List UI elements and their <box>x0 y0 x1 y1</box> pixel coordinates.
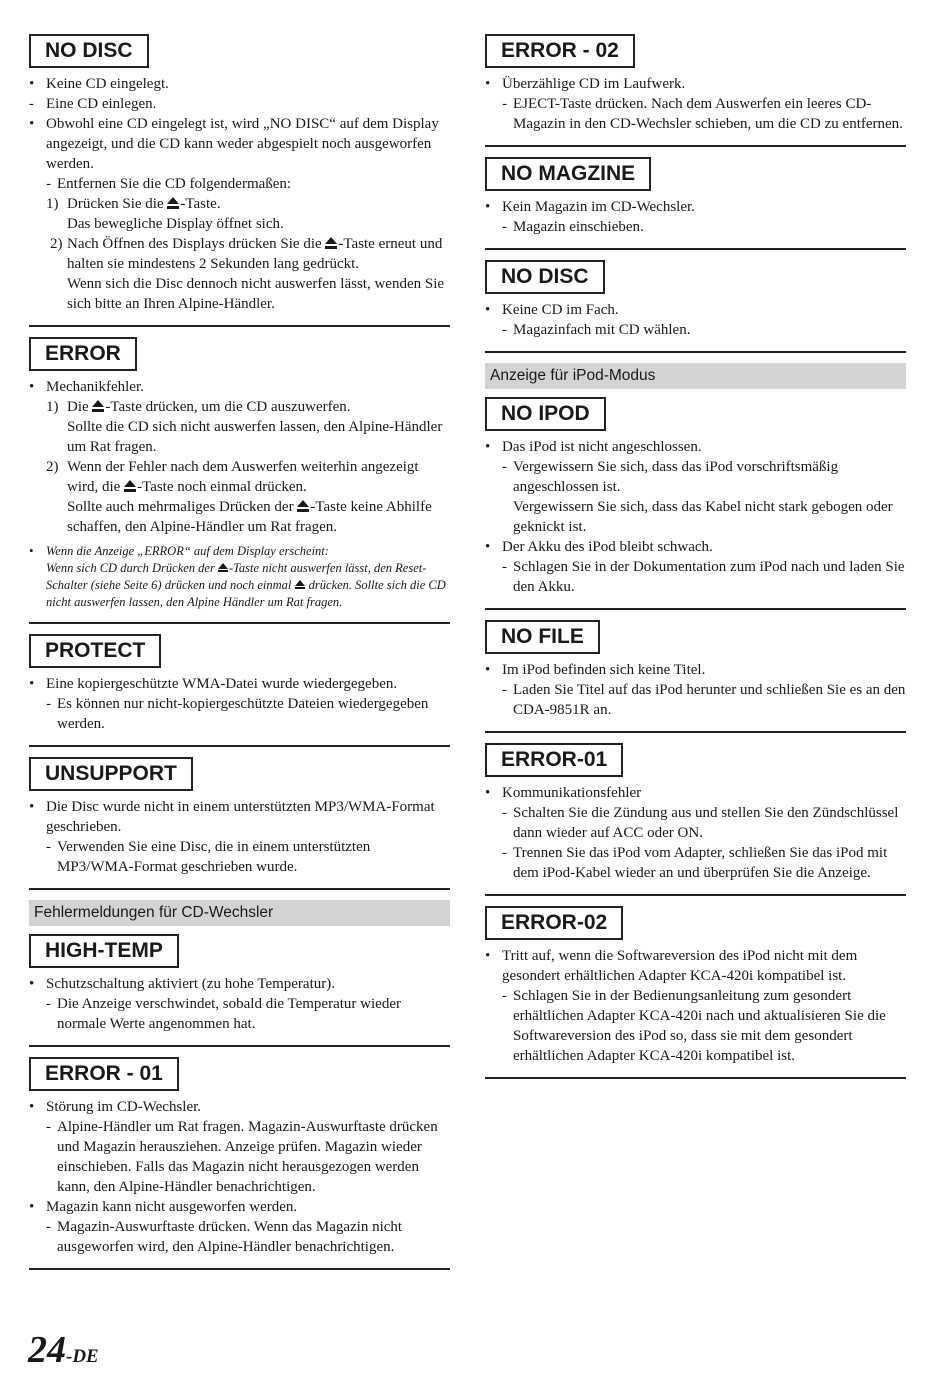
step-number: 1) <box>46 399 59 415</box>
error-code: NO MAGZINE <box>485 157 651 191</box>
dash-text: - Magazin einschieben. <box>485 217 906 237</box>
step-1 <box>29 397 450 417</box>
bullet-text: • Überzählige CD im Laufwerk. <box>485 74 906 94</box>
entry-no-disc <box>29 34 450 327</box>
page-number-value: 24 <box>28 1329 66 1371</box>
dash-text: - Laden Sie Titel auf das iPod herunter und schließen Sie es an den CDA-9851R an. <box>485 680 906 720</box>
dash-text: - Trennen Sie das iPod vom Adapter, schließen Sie das iPod mit dem iPod-Kabel wieder an und überprüfen Sie die Anzeige. <box>485 843 906 883</box>
bullet-text: • Kein Magazin im CD-Wechsler. <box>485 197 906 217</box>
step-text: Sollte die CD sich nicht auswerfen lassen, den Alpine-Händler um Rat fragen. <box>67 419 443 455</box>
dash-text: - Vergewissern Sie sich, dass das iPod vorschriftsmäßig angeschlossen ist. <box>485 457 906 497</box>
error-code: NO DISC <box>485 260 605 294</box>
step-text: Wenn der Fehler nach dem Auswerfen weiterhin angezeigt wird, die <box>67 459 419 495</box>
error-code: NO DISC <box>29 34 149 68</box>
bullet-text: • Die Disc wurde nicht in einem unterstützten MP3/WMA-Format geschrieben. <box>29 797 450 837</box>
bullet-text: • Schutzschaltung aktiviert (zu hohe Temperatur). <box>29 974 450 994</box>
step-text: -Taste drücken, um die CD auszuwerfen. <box>105 399 351 415</box>
bullet-text: • Störung im CD-Wechsler. <box>29 1097 450 1117</box>
dash-text: - Die Anzeige verschwindet, sobald die Temperatur wieder normale Werte angenommen hat. <box>29 994 450 1034</box>
bullet-text: • Im iPod befinden sich keine Titel. <box>485 660 906 680</box>
step-text: Drücken Sie die <box>67 196 168 212</box>
page-number <box>28 1329 99 1371</box>
entry-no-magzine <box>485 157 906 250</box>
step-text <box>29 497 450 537</box>
left-column <box>29 34 450 1270</box>
entry-no-file <box>485 620 906 733</box>
step-2 <box>29 234 450 274</box>
entry-high-temp <box>29 934 450 1047</box>
eject-icon <box>325 237 337 249</box>
right-column <box>485 34 906 1079</box>
dash-text: - EJECT-Taste drücken. Nach dem Auswerfen ein leeres CD-Magazin in den CD-Wechsler schieben, um die CD zu entfernen. <box>485 94 906 134</box>
dash-text: - Verwenden Sie eine Disc, die in einem unterstützten MP3/WMA-Format geschrieben wurde. <box>29 837 450 877</box>
error-code: ERROR - 02 <box>485 34 635 68</box>
entry-error-01 <box>29 1057 450 1270</box>
note-text: -Taste nicht auswerfen lässt, den Reset-Schalter (siehe Seite 6) drücken und noch einmal <box>46 561 427 592</box>
step-text: -Taste keine Abhilfe schaffen, den Alpine-Händler um Rat fragen. <box>67 499 432 535</box>
step-text: -Taste erneut und halten sie mindestens 2 Sekunden lang gedrückt. <box>67 236 443 272</box>
entry-ipod-error-02 <box>485 906 906 1079</box>
bullet-text: • Keine CD eingelegt. <box>29 74 450 94</box>
step-number: 2) <box>50 236 63 252</box>
step-number: 1) <box>46 196 59 212</box>
bullet-text: • Obwohl eine CD eingelegt ist, wird „NO DISC“ auf dem Display angezeigt, und die CD kann weder abgespielt noch ausgeworfen werden. <box>29 114 450 174</box>
entry-ipod-error-01 <box>485 743 906 896</box>
step-number: 2) <box>46 459 59 475</box>
error-code: NO FILE <box>485 620 600 654</box>
page-language-suffix: -DE <box>66 1346 99 1367</box>
section-heading: Fehlermeldungen für CD-Wechsler <box>29 900 450 926</box>
step-text: Das bewegliche Display öffnet sich. <box>67 216 284 232</box>
bullet-text: • Kommunikationsfehler <box>485 783 906 803</box>
note-text: drücken. Sollte sich die CD nicht auswerfen lassen, den Alpine Händler um Rat fragen. <box>46 578 446 609</box>
dash-text: - Es können nur nicht-kopiergeschützte Dateien wiedergegeben werden. <box>29 694 450 734</box>
entry-no-disc-changer <box>485 260 906 353</box>
bullet-text: • Tritt auf, wenn die Softwareversion des iPod nicht mit dem gesondert erhältlichen Adapter KCA-420i kompatibel ist. <box>485 946 906 986</box>
step-text: -Taste. <box>180 196 221 212</box>
dash-text: - Schalten Sie die Zündung aus und stellen Sie den Zündschlüssel dann wieder auf ACC oder ON. <box>485 803 906 843</box>
entry-unsupport <box>29 757 450 890</box>
bullet-text: • Der Akku des iPod bleibt schwach. <box>485 537 906 557</box>
entry-error-02 <box>485 34 906 147</box>
step-text: Nach Öffnen des Displays drücken Sie die <box>67 236 326 252</box>
dash-text: - Magazinfach mit CD wählen. <box>485 320 906 340</box>
dash-text: - Eine CD einlegen. <box>29 94 450 114</box>
eject-icon <box>167 197 179 209</box>
error-code: ERROR-02 <box>485 906 623 940</box>
error-code: NO IPOD <box>485 397 606 431</box>
error-code: ERROR - 01 <box>29 1057 179 1091</box>
bullet-text: • Magazin kann nicht ausgeworfen werden. <box>29 1197 450 1217</box>
note-title: • Wenn die Anzeige „ERROR“ auf dem Display erscheint: <box>46 544 329 558</box>
error-code: HIGH-TEMP <box>29 934 179 968</box>
note-text: Wenn sich CD durch Drücken der <box>46 561 218 575</box>
bullet-text: • Eine kopiergeschützte WMA-Datei wurde wiedergegeben. <box>29 674 450 694</box>
eject-icon <box>92 400 104 412</box>
step-1 <box>29 194 450 214</box>
entry-error <box>29 337 450 624</box>
error-code: ERROR-01 <box>485 743 623 777</box>
eject-icon <box>124 480 136 492</box>
dash-text: - Schlagen Sie in der Bedienungsanleitung zum gesondert erhältlichen Adapter KCA-420i nach und aktualisieren Sie die Softwareversion des iPod so, dass sie mit dem gesondert erhältlichen Adapter KCA-420i kompatibel ist. <box>485 986 906 1066</box>
dash-text: - Magazin-Auswurftaste drücken. Wenn das Magazin nicht ausgeworfen wird, den Alpine-Händler benachrichtigen. <box>29 1217 450 1257</box>
dash-text: - Entfernen Sie die CD folgendermaßen: <box>29 174 450 194</box>
note-body <box>46 560 450 611</box>
entry-no-ipod <box>485 397 906 610</box>
bullet-text: • Mechanikfehler. <box>29 377 450 397</box>
error-code: UNSUPPORT <box>29 757 193 791</box>
error-code: PROTECT <box>29 634 161 668</box>
note <box>29 543 450 611</box>
dash-continuation: Vergewissern Sie sich, dass das Kabel nicht stark gebogen oder geknickt ist. <box>513 499 893 535</box>
eject-icon <box>218 563 228 573</box>
error-code: ERROR <box>29 337 137 371</box>
eject-icon <box>297 500 309 512</box>
step-2 <box>29 457 450 497</box>
dash-text: - Alpine-Händler um Rat fragen. Magazin-Auswurftaste drücken und Magazin herausziehen. Anzeige prüfen. Magazin wieder einschieben. Falls das Magazin nicht herausgezogen werden kann, den Alpine-Händler benachrichtigen. <box>29 1117 450 1197</box>
eject-icon <box>295 580 305 590</box>
dash-text: - Schlagen Sie in der Dokumentation zum iPod nach und laden Sie den Akku. <box>485 557 906 597</box>
step-text: Wenn sich die Disc dennoch nicht auswerfen lässt, wenden Sie sich bitte an Ihren Alpine-Händler. <box>67 276 445 312</box>
step-text: Die <box>67 399 93 415</box>
section-heading: Anzeige für iPod-Modus <box>485 363 906 389</box>
step-text: Sollte auch mehrmaliges Drücken der <box>67 499 298 515</box>
step-text: -Taste noch einmal drücken. <box>137 479 307 495</box>
entry-protect <box>29 634 450 747</box>
bullet-text: • Keine CD im Fach. <box>485 300 906 320</box>
bullet-text: • Das iPod ist nicht angeschlossen. <box>485 437 906 457</box>
